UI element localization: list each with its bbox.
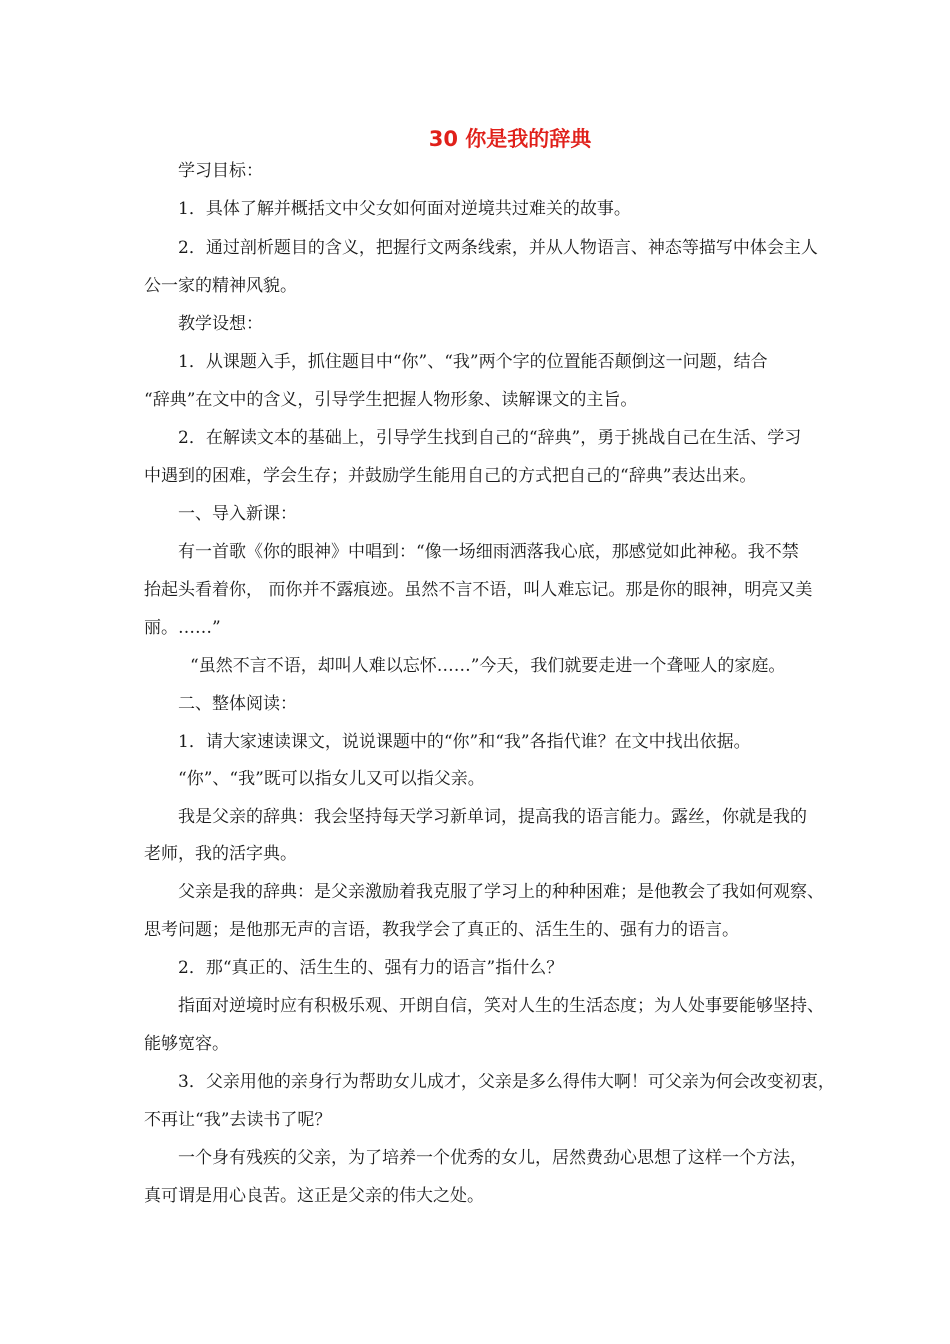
text-line: 1．具体了解并概括文中父女如何面对逆境共过难关的故事。 (178, 199, 631, 219)
text-line: 思考问题；是他那无声的言语，教我学会了真正的、活生生的、强有力的语言。 (144, 920, 739, 940)
text-line: 我是父亲的辞典：我会坚持每天学习新单词，提高我的语言能力。露丝，你就是我的 (178, 807, 807, 827)
text-line: 指面对逆境时应有积极乐观、开朗自信，笑对人生的生活态度；为人处事要能够坚持、 (178, 996, 824, 1016)
text-line: 丽。……” (144, 618, 221, 638)
text-line: 有一首歌《你的眼神》中唱到：“像一场细雨洒落我心底，那感觉如此神秘。我不禁 (178, 542, 799, 562)
text-line: 老师，我的活字典。 (144, 844, 297, 864)
text-line: 真可谓是用心良苦。这正是父亲的伟大之处。 (144, 1186, 484, 1206)
text-line: “辞典”在文中的含义，引导学生把握人物形象、读解课文的主旨。 (144, 390, 638, 410)
text-line: 1．从课题入手，抓住题目中“你”、“我”两个字的位置能否颠倒这一问题，结合 (178, 352, 768, 372)
text-line: 二、整体阅读： (178, 694, 297, 714)
text-line: 2．在解读文本的基础上，引导学生找到自己的“辞典”，勇于挑战自己在生活、学习 (178, 428, 802, 448)
text-line: 3．父亲用他的亲身行为帮助女儿成才，父亲是多么得伟大啊！可父亲为何会改变初衷， (178, 1072, 835, 1092)
text-line: 不再让“我”去读书了呢？ (144, 1110, 332, 1130)
text-line: 父亲是我的辞典：是父亲激励着我克服了学习上的种种困难；是他教会了我如何观察、 (178, 882, 824, 902)
text-line: 1．请大家速读课文，说说课题中的“你”和“我”各指代谁？在文中找出依据。 (178, 732, 751, 752)
document-title: 30 你是我的辞典 (428, 127, 592, 151)
text-line: 中遇到的困难，学会生存；并鼓励学生能用自己的方式把自己的“辞典”表达出来。 (144, 466, 757, 486)
text-line: 学习目标： (178, 161, 263, 181)
text-line: “虽然不言不语，却叫人难以忘怀……”今天，我们就要走进一个聋哑人的家庭。 (190, 656, 786, 676)
text-line: 2．那“真正的、活生生的、强有力的语言”指什么？ (178, 958, 564, 978)
text-line: 2．通过剖析题目的含义，把握行文两条线索，并从人物语言、神态等描写中体会主人 (178, 238, 818, 258)
text-line: 一、导入新课： (178, 504, 297, 524)
text-line: “你”、“我”既可以指女儿又可以指父亲。 (178, 769, 485, 789)
text-line: 一个身有残疾的父亲，为了培养一个优秀的女儿，居然费劲心思想了这样一个方法， (178, 1148, 807, 1168)
text-line: 抬起头看着你， 而你并不露痕迹。虽然不言不语，叫人难忘记。那是你的眼神，明亮又美 (144, 580, 813, 600)
text-line: 能够宽容。 (144, 1034, 229, 1054)
text-line: 公一家的精神风貌。 (144, 276, 297, 296)
text-line: 教学设想： (178, 314, 263, 334)
